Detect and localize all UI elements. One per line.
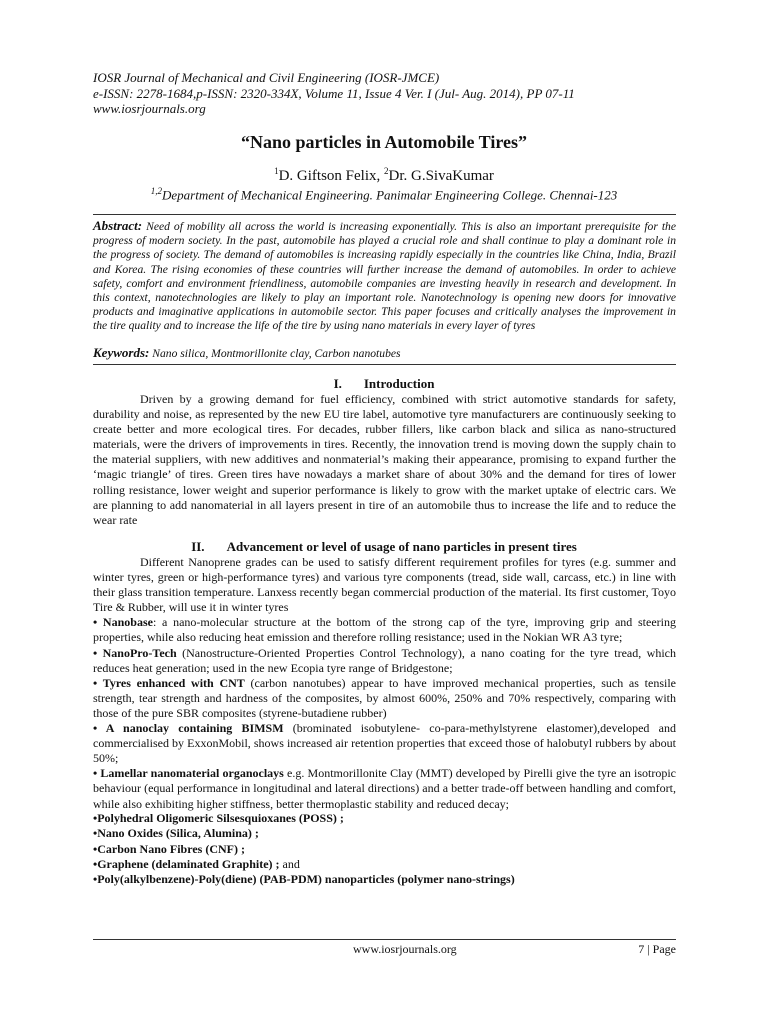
author1-sup: 1 (274, 166, 279, 176)
affiliation-sup: 1,2 (150, 186, 162, 196)
bullet-text: (carbon nanotubes) appear to have improved mechanical properties, such as tensile strength, tear strength and hardness of the composites, by almost 600%, 250% and 70% respectively, comparing with those of the pure SBR composites (styrene-butadiene rubber) (93, 675, 676, 720)
affiliation (0, 186, 768, 203)
section2-paragraph: Different Nanoprene grades can be used to satisfy different requirement profiles for tyres (e.g. summer and winter tyres, green or high-performance tyres) and various tyre components (tread, side wall, carcass, etc.) in line with their glass transition temperature. Lanxess recently began commercial production of the material. Its first customer, Toyo Tire & Rubber, will use it in winter tyres (93, 555, 676, 615)
author-line (0, 166, 768, 185)
nanomaterial-list (93, 811, 676, 887)
bullet-item (93, 676, 676, 721)
abstract-text-end: and critically analyses the improvement in the tire quality and to increase the life of the tire by using nano materials in every layer of tyres (93, 305, 676, 333)
journal-header (93, 70, 575, 117)
bullet-text: (Nanostructure-Oriented Properties Control Technology), a nano coating for the tyre tread, which reduces heat generation; used in the new Ecopia tyre range of Bridgestone; (93, 645, 676, 675)
section2-body (93, 555, 676, 812)
bullet-term: • Nanobase (93, 615, 153, 630)
journal-name: IOSR Journal of Mechanical and Civil Engineering (IOSR-JMCE) (93, 70, 440, 85)
abstract-text: Need of mobility all across the world is increasing exponentially. This is also an important prerequisite for the progress of modern society. In the past, automobile has played a crucial role and shall continue to play a dominant role in the progress of society. The demand of automobiles is increasing rapidly especially in the countries like China, India, Brazil and Korea. The rising economies of these countries will further increase the demand of automobiles. In order to achieve safety, comfort and environment friendliness, automobile companies are investing heavily in research and development. In this context, nanotechnologies are likely to play an important role. Nanotechnology is opening new doors for innovative products and imaginative applications in automobile sector. This paper focuses (93, 220, 676, 319)
list-item (93, 857, 676, 872)
keywords-label: Keywords: (93, 345, 150, 360)
bullet-text: e.g. Montmorillonite Clay (MMT) developed by Pirelli give the tyre an isotropic behaviour (equal performance in longitudinal and lateral directions) and a better trade-off between handling and comfort, while also exhibiting higher stiffness, better thermoplastic stability and reduced decay; (93, 766, 676, 811)
author2-sup: 2 (384, 166, 389, 176)
bullet-item (93, 615, 676, 645)
journal-issn: e-ISSN: 2278-1684,p-ISSN: 2320-334X, Volume 11, Issue 4 Ver. I (Jul- Aug. 2014), PP 07-11 (93, 85, 575, 101)
bullet-text: (brominated isobutylene- co-para-methylstyrene elastomer),developed and commercialised by ExxonMobil, shows increased air retention properties that exceed those of halobutyl rubbers by about 50%; (93, 721, 676, 766)
page-number: 7 | Page (638, 942, 676, 956)
section2-title: Advancement or level of usage of nano particles in present tires (226, 539, 577, 554)
author1: D. Giftson Felix, (278, 168, 384, 184)
bullet-term: • NanoPro-Tech (93, 645, 177, 660)
section1-body (93, 392, 676, 528)
section1-heading (0, 376, 768, 392)
abstract-bottom-rule (93, 364, 676, 365)
list-item-conjunction: and (279, 856, 300, 871)
abstract-label: Abstract: (93, 218, 143, 233)
bullet-term: • Tyres enhanced with CNT (93, 675, 245, 690)
list-item: •Nano Oxides (Silica, Alumina) ; (93, 826, 259, 841)
bullet-term: • A nanoclay containing BIMSM (93, 721, 284, 736)
paper-title: “Nano particles in Automobile Tires” (240, 132, 528, 152)
bullet-text: : a nano-molecular structure at the bottom of the strong cap of the tyre, improving grip and steering properties, while also reducing heat emission and therefore rolling resistance; used in the Nokian WR A3 tyre; (93, 615, 676, 645)
list-item: •Polyhedral Oligomeric Silsesquioxanes (POSS) ; (93, 811, 344, 825)
list-item-text: •Graphene (delaminated Graphite) ; (93, 856, 280, 871)
keywords (93, 345, 676, 361)
section1-number: I. (333, 376, 342, 391)
section2-heading (0, 539, 768, 555)
abstract-top-rule (93, 214, 676, 215)
bullet-item (93, 646, 676, 676)
abstract (93, 219, 676, 334)
section1-paragraph: Driven by a growing demand for fuel efficiency, combined with strict automotive standards for safety, durability and noise, as represented by the new EU tire label, automotive tyre manufacturers are continuously seeking to create better and more ecological tires. For decades, rubber fillers, like carbon black and silica as nano-structured materials, were the drivers of improvements in tires. Recently, the innovation trend is moving down the supply chain to the material suppliers, with new additives and nonmaterial’s making their appearance, promising to expand further the ‘magic triangle’ of tires. Green tires have nowadays a market share of about 30% and the demand for tires of lower rolling resistance, lower weight and superior performance is likely to grow with the market uptake of electric cars. We are planning to add nanomaterial in all layers present in tire of an automobile thus to increase the life and to reduce the wear rate (93, 392, 676, 527)
list-item: •Poly(alkylbenzene)-Poly(diene) (PAB-PDM) nanoparticles (polymer nano-strings) (93, 872, 515, 887)
section2-number: II. (191, 539, 205, 554)
bullet-term: • Lamellar nanomaterial organoclays (93, 766, 284, 781)
bullet-item (93, 766, 676, 811)
bullet-item (93, 721, 676, 766)
affiliation-text: Department of Mechanical Engineering. Panimalar Engineering College. Chennai-123 (161, 187, 618, 203)
keywords-text: Nano silica, Montmorillonite clay, Carbon nanotubes (149, 347, 401, 360)
journal-website[interactable]: www.iosrjournals.org (93, 101, 206, 116)
footer-rule (93, 939, 676, 940)
footer-url[interactable]: www.iosrjournals.org (353, 942, 457, 956)
author2: Dr. G.SivaKumar (388, 168, 494, 184)
list-item: •Carbon Nano Fibres (CNF) ; (93, 841, 245, 856)
section1-title: Introduction (363, 376, 435, 391)
